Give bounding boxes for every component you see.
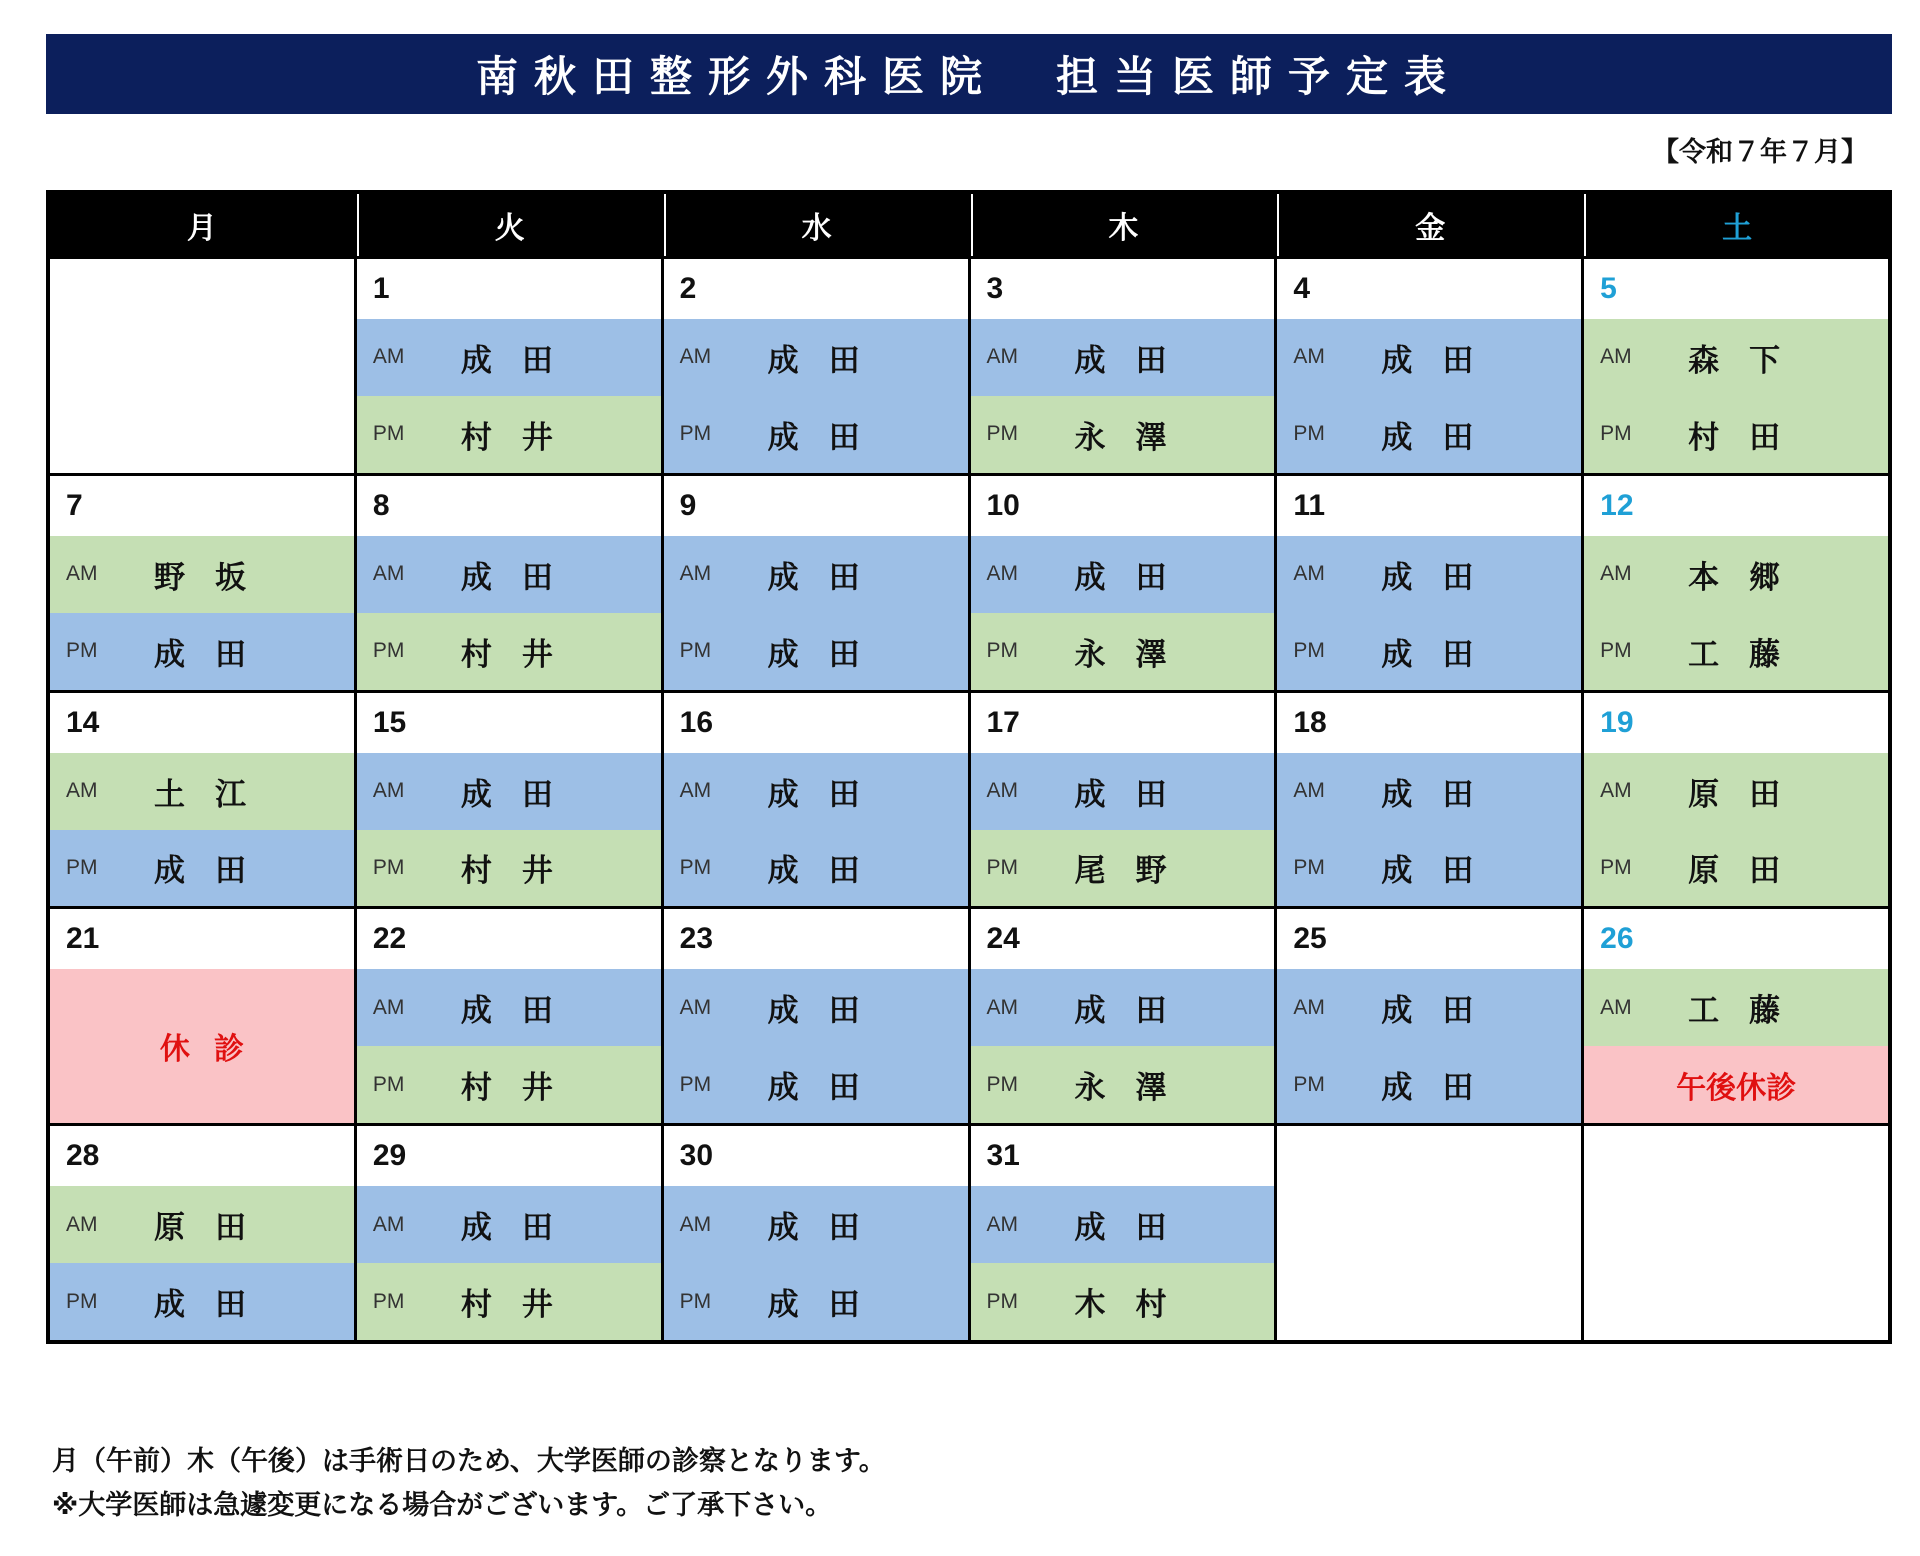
day-cell [971, 259, 1275, 473]
am-slot [971, 319, 1275, 396]
am-label: AM [372, 1212, 405, 1236]
pm-doctor-name: 工藤 [1688, 636, 1811, 673]
pm-slot [664, 830, 968, 907]
pm-slot [1277, 830, 1581, 907]
pm-doctor-name: 木村 [1074, 1287, 1197, 1324]
am-label: AM [679, 995, 712, 1019]
am-doctor-name: 成田 [460, 342, 583, 379]
am-slot [664, 969, 968, 1046]
am-slot [1277, 753, 1581, 830]
pm-doctor-name: 成田 [767, 1287, 890, 1324]
pm-slot [664, 1263, 968, 1340]
day-cell [664, 1126, 968, 1340]
pm-label: PM [372, 855, 405, 879]
day-number: 8 [372, 488, 390, 522]
day-number: 24 [986, 922, 1020, 956]
am-doctor-name: 成田 [1074, 776, 1197, 813]
pm-slot [664, 1046, 968, 1123]
am-doctor-name: 成田 [1074, 559, 1197, 596]
pm-slot [50, 830, 354, 907]
closed-label: 休診 [159, 1032, 268, 1068]
day-cell [1277, 693, 1581, 907]
day-cell [971, 909, 1275, 1123]
pm-label: PM [1600, 855, 1632, 879]
pm-doctor-name: 原田 [1688, 853, 1811, 890]
day-cell [971, 476, 1275, 690]
am-label: AM [66, 1212, 98, 1236]
am-label: AM [372, 345, 405, 369]
day-cell [664, 259, 968, 473]
pm-doctor-name: 成田 [154, 1287, 276, 1324]
note-change-notice: ※大学医師は急遽変更になる場合がございます。ご了承下さい。 [52, 1490, 833, 1521]
am-slot [664, 536, 968, 613]
day-cell [357, 259, 661, 473]
day-cell [1277, 259, 1581, 473]
am-label: AM [1293, 562, 1325, 586]
day-number: 12 [1600, 488, 1634, 522]
am-label: AM [679, 562, 712, 586]
pm-label: PM [1293, 639, 1325, 663]
day-number: 15 [372, 705, 407, 739]
am-label: AM [1293, 995, 1325, 1019]
weekday-header-mon: 月 [50, 194, 354, 256]
day-cell [1277, 476, 1581, 690]
am-label: AM [1600, 345, 1632, 369]
day-number: 7 [66, 488, 83, 522]
pm-label: PM [986, 422, 1018, 446]
am-slot [1584, 969, 1888, 1046]
pm-slot [1277, 1046, 1581, 1123]
pm-doctor-name: 尾野 [1074, 853, 1197, 890]
day-number: 9 [679, 488, 697, 522]
am-doctor-name: 原田 [154, 1210, 276, 1247]
day-number: 19 [1600, 705, 1634, 739]
day-cell [357, 909, 661, 1123]
day-number: 23 [679, 922, 714, 956]
weekday-header-thu: 木 [971, 194, 1275, 256]
am-slot [357, 536, 661, 613]
pm-label: PM [372, 639, 405, 663]
pm-slot [971, 1263, 1275, 1340]
pm-slot [1584, 613, 1888, 690]
am-doctor-name: 成田 [460, 776, 583, 813]
day-cell [1584, 693, 1888, 907]
am-doctor-name: 成田 [767, 1210, 890, 1247]
am-slot [1584, 753, 1888, 830]
day-number: 22 [372, 922, 407, 956]
day-number: 30 [679, 1139, 714, 1173]
day-number: 11 [1293, 488, 1326, 522]
am-slot [357, 969, 661, 1046]
day-cell [50, 1126, 354, 1340]
pm-doctor-name: 村井 [460, 1070, 583, 1107]
empty-day-cell [1277, 1126, 1581, 1340]
am-doctor-name: 原田 [1688, 776, 1811, 813]
empty-day-cell [1584, 1126, 1888, 1340]
day-number: 10 [986, 488, 1020, 522]
am-slot [664, 753, 968, 830]
am-doctor-name: 本郷 [1688, 559, 1811, 596]
day-number [50, 259, 354, 319]
am-label: AM [372, 995, 405, 1019]
am-slot [357, 319, 661, 396]
weekday-header-fri: 金 [1277, 194, 1581, 256]
day-number: 28 [66, 1139, 100, 1173]
pm-label: PM [1293, 1072, 1325, 1096]
pm-label: PM [1600, 422, 1632, 446]
pm-label: PM [1293, 422, 1325, 446]
am-label: AM [986, 995, 1018, 1019]
am-label: AM [1600, 779, 1632, 803]
pm-slot [664, 396, 968, 473]
pm-label: PM [679, 855, 712, 879]
day-number: 5 [1600, 272, 1617, 305]
am-slot [971, 753, 1275, 830]
pm-label: PM [66, 855, 98, 879]
am-slot [357, 753, 661, 830]
pm-slot [357, 1046, 661, 1123]
am-slot [1277, 536, 1581, 613]
am-label: AM [66, 779, 98, 803]
am-label: AM [986, 562, 1018, 586]
day-cell [664, 476, 968, 690]
am-label: AM [986, 779, 1018, 803]
pm-slot [357, 830, 661, 907]
day-number [1277, 1126, 1581, 1186]
day-number: 1 [372, 272, 390, 305]
am-doctor-name: 土江 [154, 776, 276, 813]
day-number: 4 [1293, 272, 1311, 305]
day-number: 14 [66, 705, 100, 739]
pm-doctor-name: 成田 [1381, 1070, 1504, 1107]
pm-doctor-name: 成田 [1381, 853, 1504, 890]
day-cell [50, 476, 354, 690]
pm-slot [1584, 830, 1888, 907]
am-doctor-name: 成田 [767, 559, 890, 596]
day-number: 3 [986, 272, 1004, 305]
am-doctor-name: 成田 [767, 993, 890, 1030]
day-cell [971, 693, 1275, 907]
pm-label: PM [66, 639, 98, 663]
day-number: 2 [679, 272, 697, 305]
day-cell [50, 909, 354, 1123]
pm-slot [50, 1263, 354, 1340]
am-slot [50, 536, 354, 613]
am-doctor-name: 成田 [1074, 993, 1197, 1030]
am-doctor-name: 成田 [1074, 342, 1197, 379]
pm-label: PM [679, 639, 712, 663]
am-label: AM [1600, 995, 1632, 1019]
schedule-calendar [46, 190, 1892, 1344]
am-doctor-name: 成田 [1381, 993, 1504, 1030]
am-doctor-name: 工藤 [1688, 993, 1811, 1030]
day-cell [50, 693, 354, 907]
pm-doctor-name: 成田 [767, 1070, 890, 1107]
note-surgery-days: 月（午前）木（午後）は手術日のため、大学医師の診察となります。 [52, 1446, 886, 1477]
day-cell [357, 693, 661, 907]
pm-slot [357, 1263, 661, 1340]
pm-label: PM [986, 1072, 1018, 1096]
am-slot [971, 536, 1275, 613]
pm-doctor-name: 村井 [460, 636, 583, 673]
pm-slot [1277, 396, 1581, 473]
am-label: AM [372, 779, 405, 803]
day-number [1584, 1126, 1888, 1186]
pm-slot [357, 613, 661, 690]
day-number: 21 [66, 922, 100, 956]
am-doctor-name: 成田 [460, 993, 583, 1030]
pm-closed-slot [1584, 1046, 1888, 1123]
day-number: 29 [372, 1139, 407, 1173]
pm-slot [971, 613, 1275, 690]
month-label: 【令和７年７月】 [1652, 137, 1868, 168]
pm-doctor-name: 村井 [460, 419, 583, 456]
am-label: AM [986, 1212, 1018, 1236]
day-number: 26 [1600, 922, 1634, 956]
pm-slot [50, 613, 354, 690]
pm-doctor-name: 永澤 [1074, 419, 1197, 456]
pm-label: PM [1293, 855, 1325, 879]
day-cell [1584, 476, 1888, 690]
am-slot [971, 969, 1275, 1046]
am-doctor-name: 成田 [460, 1210, 583, 1247]
day-number: 31 [986, 1139, 1020, 1173]
pm-label: PM [986, 855, 1018, 879]
pm-doctor-name: 成田 [1381, 636, 1504, 673]
pm-label: PM [679, 1289, 712, 1313]
pm-slot [664, 613, 968, 690]
pm-doctor-name: 永澤 [1074, 636, 1197, 673]
pm-doctor-name: 村田 [1688, 419, 1811, 456]
am-slot [357, 1186, 661, 1263]
am-label: AM [679, 779, 712, 803]
weekday-header-wed: 水 [664, 194, 968, 256]
pm-label: PM [1600, 639, 1632, 663]
am-label: AM [679, 1212, 712, 1236]
am-doctor-name: 成田 [1381, 342, 1504, 379]
am-label: AM [66, 562, 98, 586]
am-label: AM [1293, 345, 1325, 369]
pm-doctor-name: 村井 [460, 853, 583, 890]
day-number: 25 [1293, 922, 1327, 956]
pm-slot [1277, 613, 1581, 690]
page-title: 南秋田整形外科医院 担当医師予定表 [46, 34, 1892, 114]
pm-slot [357, 396, 661, 473]
day-cell [1584, 909, 1888, 1123]
day-cell [664, 909, 968, 1123]
pm-doctor-name: 村井 [460, 1287, 583, 1324]
pm-label: PM [679, 422, 712, 446]
day-cell [357, 1126, 661, 1340]
am-label: AM [679, 345, 712, 369]
am-doctor-name: 成田 [1074, 1210, 1197, 1247]
day-cell [971, 1126, 1275, 1340]
day-number: 16 [679, 705, 714, 739]
am-doctor-name: 成田 [460, 559, 583, 596]
weekday-header-sat: 土 [1584, 194, 1888, 256]
weekday-header-tue: 火 [357, 194, 661, 256]
pm-label: PM [986, 1289, 1018, 1313]
pm-doctor-name: 成田 [1381, 419, 1504, 456]
pm-slot [971, 830, 1275, 907]
pm-slot [971, 1046, 1275, 1123]
pm-label: PM [66, 1289, 98, 1313]
am-label: AM [1293, 779, 1325, 803]
am-doctor-name: 野坂 [154, 559, 276, 596]
pm-label: PM [372, 1072, 405, 1096]
pm-doctor-name: 成田 [154, 853, 276, 890]
pm-label: PM [372, 422, 405, 446]
am-doctor-name: 成田 [767, 342, 890, 379]
pm-label: PM [372, 1289, 405, 1313]
pm-doctor-name: 成田 [767, 636, 890, 673]
am-slot [971, 1186, 1275, 1263]
am-slot [1277, 969, 1581, 1046]
pm-doctor-name: 永澤 [1074, 1070, 1197, 1107]
am-doctor-name: 成田 [1381, 559, 1504, 596]
am-slot [1584, 536, 1888, 613]
pm-doctor-name: 成田 [154, 636, 276, 673]
pm-closed-label: 午後休診 [1676, 1070, 1797, 1106]
am-label: AM [1600, 562, 1632, 586]
am-doctor-name: 森下 [1688, 342, 1811, 379]
day-cell [664, 693, 968, 907]
day-cell [1584, 259, 1888, 473]
pm-label: PM [986, 639, 1018, 663]
empty-day-cell [50, 259, 354, 473]
am-label: AM [372, 562, 405, 586]
am-slot [664, 319, 968, 396]
pm-slot [1584, 396, 1888, 473]
am-slot [1584, 319, 1888, 396]
day-number: 18 [1293, 705, 1327, 739]
am-doctor-name: 成田 [767, 776, 890, 813]
pm-doctor-name: 成田 [767, 853, 890, 890]
am-slot [664, 1186, 968, 1263]
day-cell [1277, 909, 1581, 1123]
day-cell [357, 476, 661, 690]
am-slot [50, 1186, 354, 1263]
am-slot [50, 753, 354, 830]
am-label: AM [986, 345, 1018, 369]
am-slot [1277, 319, 1581, 396]
day-number: 17 [986, 705, 1020, 739]
pm-doctor-name: 成田 [767, 419, 890, 456]
notes [52, 1440, 886, 1528]
pm-label: PM [679, 1072, 712, 1096]
pm-slot [971, 396, 1275, 473]
closed-slot [50, 969, 354, 1123]
am-doctor-name: 成田 [1381, 776, 1504, 813]
